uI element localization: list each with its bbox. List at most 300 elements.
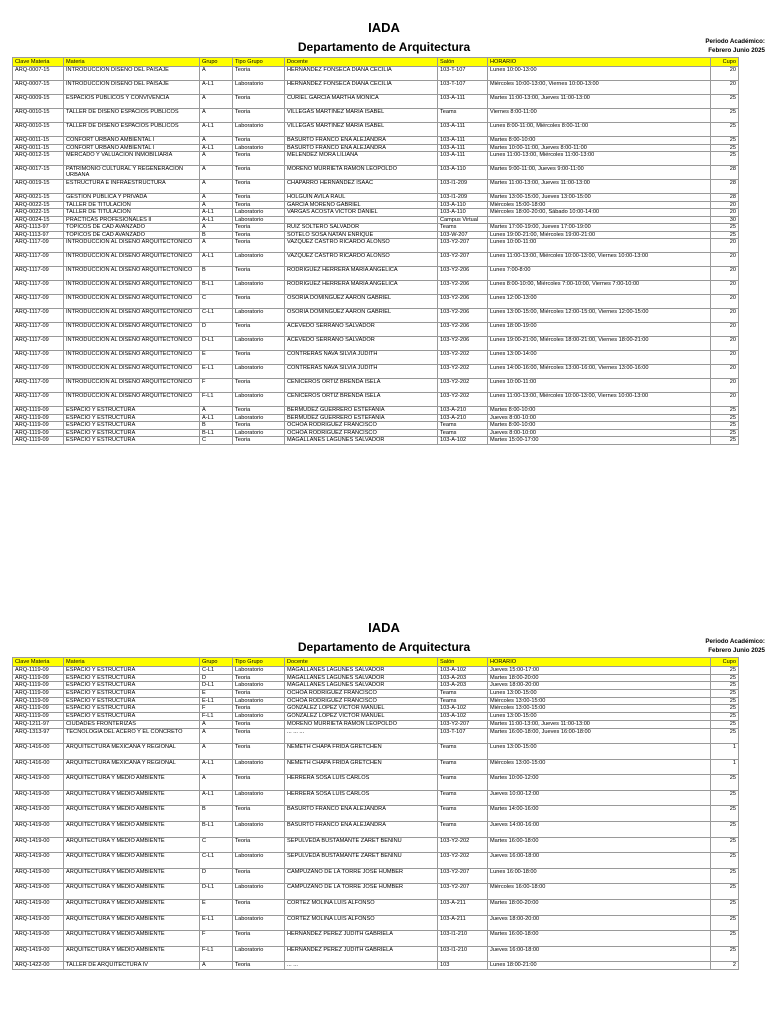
clave-cell: ARQ-1119-09 <box>13 697 64 705</box>
materia-cell: PATRIMONIO CULTURAL Y REGENERACION URBANA <box>64 166 200 180</box>
table-row <box>13 152 739 166</box>
column-header: Docente <box>285 658 438 667</box>
grupo-cell: C <box>200 837 233 853</box>
grupo-cell: B <box>200 267 233 281</box>
cupo-cell: 25 <box>711 790 739 806</box>
table-row <box>13 201 739 209</box>
clave-cell: ARQ-1119-09 <box>13 429 64 437</box>
horario-cell: Miércoles 13:00-15:00 <box>488 697 711 705</box>
tipo-cell: Teoria <box>233 868 285 884</box>
horario-cell: Martes 16:00-18:00 <box>488 837 711 853</box>
grupo-cell: F-L1 <box>200 946 233 962</box>
table-row <box>13 81 739 95</box>
column-header: Salón <box>438 58 488 67</box>
grupo-cell: A-L1 <box>200 216 233 224</box>
cupo-cell: 20 <box>711 267 739 281</box>
docente-cell: MELENDEZ MORA LILIANA <box>285 152 438 166</box>
table-row <box>13 323 739 337</box>
docente-cell: HERNANDEZ FONSECA DIANA CECILIA <box>285 67 438 81</box>
docente-cell: BERMUDEZ GUERRERO ESTEFANIA <box>285 407 438 415</box>
horario-cell: Lunes 19:00-21:00, Miércoles 18:00-21:00, Viernes 18:00-21:00 <box>488 337 711 351</box>
horario-cell: Lunes 19:00-21:00, Miércoles 19:00-21:00 <box>488 231 711 239</box>
clave-cell: ARQ-0019-15 <box>13 180 64 194</box>
docente-cell: VILLEGAS MARTINEZ MARIA ISABEL <box>285 123 438 137</box>
table-row <box>13 209 739 217</box>
cupo-cell: 1 <box>711 744 739 760</box>
grupo-cell: D-L1 <box>200 682 233 690</box>
cupo-cell: 25 <box>711 414 739 422</box>
table-row <box>13 393 739 407</box>
clave-cell: ARQ-1119-09 <box>13 682 64 690</box>
table-row <box>13 216 739 224</box>
tipo-cell: Laboratorio <box>233 144 285 152</box>
clave-cell: ARQ-1117-09 <box>13 267 64 281</box>
horario-cell: Jueves 16:00-18:00 <box>488 853 711 869</box>
cupo-cell: 20 <box>711 351 739 365</box>
docente-cell: CORTEZ MOLINA LUIS ALFONSO <box>285 900 438 916</box>
docente-cell: RODRIGUEZ HERRERA MARIA ANGELICA <box>285 267 438 281</box>
grupo-cell: D <box>200 674 233 682</box>
table-row <box>13 194 739 202</box>
clave-cell: ARQ-1419-00 <box>13 775 64 791</box>
horario-cell: Miércoles 13:00-15:00 <box>488 759 711 775</box>
docente-cell: ACEVEDO SERRANO SALVADOR <box>285 337 438 351</box>
salon-cell: 103-W-207 <box>438 231 488 239</box>
table-row <box>13 95 739 109</box>
table-header-row <box>13 658 739 667</box>
docente-cell: HERNANDEZ FONSECA DIANA CECILIA <box>285 81 438 95</box>
salon-cell: 103-Y2-206 <box>438 281 488 295</box>
clave-cell: ARQ-1419-00 <box>13 931 64 947</box>
cupo-cell: 25 <box>711 123 739 137</box>
salon-cell: 103-A-111 <box>438 137 488 145</box>
cupo-cell: 25 <box>711 407 739 415</box>
clave-cell: ARQ-1117-09 <box>13 309 64 323</box>
cupo-cell: 20 <box>711 393 739 407</box>
materia-cell: TOPICOS DE CAD AVANZADO <box>64 224 200 232</box>
docente-cell: NEMETH CHAPA FRIDA GRETCHEN <box>285 744 438 760</box>
grupo-cell: A <box>200 95 233 109</box>
materia-cell: ESPACIO Y ESTRUCTURA <box>64 690 200 698</box>
table-row <box>13 437 739 445</box>
salon-cell: 103-A-210 <box>438 407 488 415</box>
grupo-cell: A <box>200 728 233 744</box>
cupo-cell: 25 <box>711 437 739 445</box>
table-row <box>13 309 739 323</box>
tipo-cell: Teoria <box>233 224 285 232</box>
table-row <box>13 931 739 947</box>
materia-cell: ARQUITECTURA Y MEDIO AMBIENTE <box>64 931 200 947</box>
docente-cell: OSORIA DOMINGUEZ AARON GABRIEL <box>285 295 438 309</box>
materia-cell: ARQUITECTURA Y MEDIO AMBIENTE <box>64 853 200 869</box>
clave-cell: ARQ-1419-00 <box>13 900 64 916</box>
cupo-cell: 25 <box>711 667 739 675</box>
tipo-cell: Teoria <box>233 674 285 682</box>
horario-cell: Viernes 8:00-11:00 <box>488 109 711 123</box>
cupo-cell: 25 <box>711 728 739 744</box>
grupo-cell: E-L1 <box>200 915 233 931</box>
docente-cell: VARGAS ACOSTA VICTOR DANIEL <box>285 209 438 217</box>
grupo-cell: A <box>200 109 233 123</box>
materia-cell: TALLER DE DISEÑO ESPACIOS PUBLICOS <box>64 109 200 123</box>
horario-cell: Martes 16:00-18:00, Jueves 16:00-18:00 <box>488 728 711 744</box>
tipo-cell: Laboratorio <box>233 209 285 217</box>
grupo-cell: C <box>200 437 233 445</box>
cupo-cell: 25 <box>711 224 739 232</box>
grupo-cell: A <box>200 137 233 145</box>
grupo-cell: E-L1 <box>200 697 233 705</box>
period-value: Febrero Junio 2025 <box>708 47 765 54</box>
materia-cell: INTRODUCCION AL DISEÑO ARQUITECTONICO <box>64 239 200 253</box>
docente-cell: BASURTO FRANCO ENA ALEJANDRA <box>285 822 438 838</box>
materia-cell: TOPICOS DE CAD AVANZADO <box>64 231 200 239</box>
tipo-cell: Laboratorio <box>233 365 285 379</box>
clave-cell: ARQ-1117-09 <box>13 295 64 309</box>
materia-cell: ESPACIO Y ESTRUCTURA <box>64 682 200 690</box>
table-row <box>13 682 739 690</box>
grupo-cell: A-L1 <box>200 759 233 775</box>
docente-cell: HOLGUIN AVILA RAUL <box>285 194 438 202</box>
docente-cell: OCHOA RODRIGUEZ FRANCISCO <box>285 429 438 437</box>
clave-cell: ARQ-1211-97 <box>13 720 64 728</box>
clave-cell: ARQ-1419-00 <box>13 853 64 869</box>
docente-cell: ... ... <box>285 962 438 970</box>
salon-cell: 103 <box>438 962 488 970</box>
clave-cell: ARQ-1117-09 <box>13 239 64 253</box>
tipo-cell: Laboratorio <box>233 790 285 806</box>
cupo-cell: 20 <box>711 67 739 81</box>
table-row <box>13 429 739 437</box>
materia-cell: ARQUITECTURA Y MEDIO AMBIENTE <box>64 915 200 931</box>
horario-cell: Miércoles 13:00-15:00 <box>488 705 711 713</box>
tipo-cell: Laboratorio <box>233 853 285 869</box>
salon-cell: 103-T-107 <box>438 728 488 744</box>
grupo-cell: A-L1 <box>200 81 233 95</box>
cupo-cell: 28 <box>711 166 739 180</box>
docente-cell: MORENO MURRIETA RAMON LEOPOLDO <box>285 720 438 728</box>
clave-cell: ARQ-1117-09 <box>13 281 64 295</box>
table-row <box>13 790 739 806</box>
clave-cell: ARQ-1419-00 <box>13 868 64 884</box>
tipo-cell: Teoria <box>233 437 285 445</box>
table-row <box>13 109 739 123</box>
clave-cell: ARQ-1416-00 <box>13 759 64 775</box>
cupo-cell: 20 <box>711 309 739 323</box>
docente-cell: CORTEZ MOLINA LUIS ALFONSO <box>285 915 438 931</box>
grupo-cell: B <box>200 422 233 430</box>
docente-cell: CHAPARRO HERNANDEZ ISAAC <box>285 180 438 194</box>
tipo-cell: Laboratorio <box>233 884 285 900</box>
horario-cell: Lunes 11:00-13:00, Miércoles 11:00-13:00 <box>488 152 711 166</box>
clave-cell: ARQ-1419-00 <box>13 884 64 900</box>
table-row <box>13 720 739 728</box>
table-row <box>13 123 739 137</box>
clave-cell: ARQ-0024-15 <box>13 216 64 224</box>
horario-cell: Lunes 13:00-15:00, Miércoles 12:00-15:00, Viernes 12:00-15:00 <box>488 309 711 323</box>
table-row <box>13 267 739 281</box>
cupo-cell: 25 <box>711 95 739 109</box>
materia-cell: MERCADO Y VALUACION INMOBILIARIA <box>64 152 200 166</box>
clave-cell: ARQ-1419-00 <box>13 915 64 931</box>
salon-cell: Teams <box>438 759 488 775</box>
grupo-cell: A-L1 <box>200 123 233 137</box>
clave-cell: ARQ-0007-15 <box>13 81 64 95</box>
tipo-cell: Teoria <box>233 194 285 202</box>
cupo-cell: 25 <box>711 713 739 721</box>
materia-cell: INTRODUCCION AL DISEÑO ARQUITECTONICO <box>64 393 200 407</box>
tipo-cell: Laboratorio <box>233 682 285 690</box>
materia-cell: ARQUITECTURA Y MEDIO AMBIENTE <box>64 900 200 916</box>
table-row <box>13 365 739 379</box>
clave-cell: ARQ-0009-15 <box>13 95 64 109</box>
column-header: Materia <box>64 58 200 67</box>
clave-cell: ARQ-1117-09 <box>13 365 64 379</box>
grupo-cell: F-L1 <box>200 713 233 721</box>
salon-cell: 103-A-111 <box>438 95 488 109</box>
clave-cell: ARQ-1119-09 <box>13 422 64 430</box>
clave-cell: ARQ-1119-09 <box>13 690 64 698</box>
docente-cell: SEPULVEDA BUSTAMANTE ZARET BENINU <box>285 853 438 869</box>
column-header: Grupo <box>200 658 233 667</box>
docente-cell: CAMPUZANO DE LA TORRE JOSE HUMBER <box>285 868 438 884</box>
materia-cell: ARQUITECTURA Y MEDIO AMBIENTE <box>64 837 200 853</box>
materia-cell: ESPACIO Y ESTRUCTURA <box>64 667 200 675</box>
horario-cell: Martes 11:00-13:00, Jueves 11:00-13:00 <box>488 720 711 728</box>
clave-cell: ARQ-1419-00 <box>13 790 64 806</box>
cupo-cell: 25 <box>711 822 739 838</box>
horario-cell: Lunes 11:00-13:00, Miércoles 10:00-13:00, Viernes 10:00-13:00 <box>488 393 711 407</box>
cupo-cell: 25 <box>711 837 739 853</box>
docente-cell: HERNANDEZ PEREZ JUDITH GABRIELA <box>285 946 438 962</box>
horario-cell: Martes 14:00-16:00 <box>488 806 711 822</box>
table-row <box>13 728 739 744</box>
clave-cell: ARQ-1117-09 <box>13 393 64 407</box>
clave-cell: ARQ-1119-09 <box>13 414 64 422</box>
clave-cell: ARQ-1119-09 <box>13 407 64 415</box>
grupo-cell: B-L1 <box>200 822 233 838</box>
column-header: Grupo <box>200 58 233 67</box>
cupo-cell: 30 <box>711 216 739 224</box>
column-header: Tipo Grupo <box>233 658 285 667</box>
grupo-cell: C-L1 <box>200 853 233 869</box>
grupo-cell: A-L1 <box>200 209 233 217</box>
horario-cell: Miércoles 15:00-18:00 <box>488 201 711 209</box>
salon-cell: 103-T-107 <box>438 67 488 81</box>
docente-cell: SEPULVEDA BUSTAMANTE ZARET BENINU <box>285 837 438 853</box>
department-title: Departamento de Arquitectura <box>297 40 471 54</box>
table-row <box>13 705 739 713</box>
grupo-cell: A <box>200 239 233 253</box>
tipo-cell: Teoria <box>233 67 285 81</box>
cupo-cell: 2 <box>711 962 739 970</box>
salon-cell: 103-I1-210 <box>438 946 488 962</box>
column-header: HORARIO <box>488 58 711 67</box>
horario-cell: Lunes 13:00-14:00 <box>488 351 711 365</box>
docente-cell: OSORIA DOMINGUEZ AARON GABRIEL <box>285 309 438 323</box>
cupo-cell: 20 <box>711 365 739 379</box>
grupo-cell: A <box>200 194 233 202</box>
table-row <box>13 337 739 351</box>
cupo-cell: 25 <box>711 109 739 123</box>
cupo-cell: 20 <box>711 81 739 95</box>
clave-cell: ARQ-0010-15 <box>13 123 64 137</box>
materia-cell: ESPACIO Y ESTRUCTURA <box>64 422 200 430</box>
materia-cell: INTRODUCCION AL DISEÑO ARQUITECTONICO <box>64 379 200 393</box>
grupo-cell: A <box>200 67 233 81</box>
docente-cell: OCHOA RODRIGUEZ FRANCISCO <box>285 422 438 430</box>
tipo-cell: Teoria <box>233 407 285 415</box>
materia-cell: ARQUITECTURA Y MEDIO AMBIENTE <box>64 790 200 806</box>
salon-cell: 103-Y2-207 <box>438 884 488 900</box>
materia-cell: INTRODUCCION AL DISEÑO ARQUITECTONICO <box>64 337 200 351</box>
salon-cell: Teams <box>438 422 488 430</box>
docente-cell: MAGALLANES LAGUNES SALVADOR <box>285 674 438 682</box>
clave-cell: ARQ-1117-09 <box>13 351 64 365</box>
materia-cell: CONFORT URBANO AMBIENTAL I <box>64 144 200 152</box>
tipo-cell: Teoria <box>233 900 285 916</box>
table-row <box>13 697 739 705</box>
materia-cell: ARQUITECTURA Y MEDIO AMBIENTE <box>64 884 200 900</box>
salon-cell: 103-Y2-206 <box>438 267 488 281</box>
grupo-cell: B-L1 <box>200 281 233 295</box>
grupo-cell: F <box>200 379 233 393</box>
salon-cell: 103-I1-209 <box>438 194 488 202</box>
cupo-cell: 25 <box>711 868 739 884</box>
horario-cell: Lunes 14:00-16:00, Miércoles 13:00-16:00, Viernes 13:00-16:00 <box>488 365 711 379</box>
tipo-cell: Laboratorio <box>233 81 285 95</box>
clave-cell: ARQ-1113-97 <box>13 224 64 232</box>
clave-cell: ARQ-1119-09 <box>13 437 64 445</box>
salon-cell: Teams <box>438 109 488 123</box>
grupo-cell: E <box>200 690 233 698</box>
tipo-cell: Teoria <box>233 806 285 822</box>
table-row <box>13 822 739 838</box>
grupo-cell: B-L1 <box>200 429 233 437</box>
cupo-cell: 28 <box>711 194 739 202</box>
cupo-cell: 25 <box>711 144 739 152</box>
docente-cell: ... ... ... <box>285 728 438 744</box>
clave-cell: ARQ-1117-09 <box>13 337 64 351</box>
tipo-cell: Teoria <box>233 728 285 744</box>
horario-cell: Jueves 16:00-18:00 <box>488 946 711 962</box>
salon-cell: 103-A-110 <box>438 166 488 180</box>
salon-cell: Teams <box>438 744 488 760</box>
docente-cell: MAGALLANES LAGUNES SALVADOR <box>285 682 438 690</box>
table-row <box>13 166 739 180</box>
horario-cell: Lunes 10:00-11:00 <box>488 239 711 253</box>
grupo-cell: C-L1 <box>200 667 233 675</box>
grupo-cell: D-L1 <box>200 337 233 351</box>
salon-cell: 103-A-211 <box>438 915 488 931</box>
cupo-cell: 20 <box>711 281 739 295</box>
cupo-cell: 25 <box>711 705 739 713</box>
table-row <box>13 713 739 721</box>
docente-cell: NEMETH CHAPA FRIDA GRETCHEN <box>285 759 438 775</box>
docente-cell: CAMPUZANO DE LA TORRE JOSE HUMBER <box>285 884 438 900</box>
tipo-cell: Laboratorio <box>233 309 285 323</box>
grupo-cell: A <box>200 407 233 415</box>
grupo-cell: A <box>200 744 233 760</box>
materia-cell: ESPACIOS PUBLICOS Y CONVIVENCIA <box>64 95 200 109</box>
grupo-cell: F <box>200 931 233 947</box>
horario-cell: Jueves 8:00-10:00 <box>488 414 711 422</box>
clave-cell: ARQ-1117-09 <box>13 379 64 393</box>
cupo-cell: 25 <box>711 422 739 430</box>
grupo-cell: D <box>200 323 233 337</box>
horario-cell: Martes 11:00-13:00, Jueves 11:00-13:00 <box>488 180 711 194</box>
docente-cell: ACEVEDO SERRANO SALVADOR <box>285 323 438 337</box>
salon-cell: Teams <box>438 822 488 838</box>
column-header: Cupo <box>711 658 739 667</box>
table-row <box>13 915 739 931</box>
cupo-cell: 20 <box>711 209 739 217</box>
table-row <box>13 690 739 698</box>
schedule-table <box>12 57 739 445</box>
clave-cell: ARQ-1119-09 <box>13 674 64 682</box>
salon-cell: 103-A-102 <box>438 713 488 721</box>
horario-cell: Martes 15:00-17:00 <box>488 437 711 445</box>
cupo-cell: 25 <box>711 884 739 900</box>
horario-cell: Miércoles 10:00-13:00, Viernes 10:00-13:00 <box>488 81 711 95</box>
academic-period <box>705 637 765 655</box>
salon-cell: 103-A-111 <box>438 152 488 166</box>
table-row <box>13 806 739 822</box>
tipo-cell: Laboratorio <box>233 393 285 407</box>
grupo-cell: F-L1 <box>200 393 233 407</box>
grupo-cell: A <box>200 962 233 970</box>
materia-cell: ESTRUCTURA E INFRAESTRUCTURA <box>64 180 200 194</box>
salon-cell: Teams <box>438 775 488 791</box>
table-row <box>13 837 739 853</box>
column-header: Docente <box>285 58 438 67</box>
materia-cell: CONFORT URBANO AMBIENTAL I <box>64 137 200 145</box>
grupo-cell: A <box>200 166 233 180</box>
table-row <box>13 224 739 232</box>
salon-cell: 103-A-110 <box>438 209 488 217</box>
salon-cell: 103-Y2-202 <box>438 351 488 365</box>
column-header: Clave Materia <box>13 58 64 67</box>
table-row <box>13 667 739 675</box>
table-row <box>13 281 739 295</box>
horario-cell: Martes 13:00-15:00, Jueves 13:00-15:00 <box>488 194 711 202</box>
tipo-cell: Laboratorio <box>233 667 285 675</box>
table-row <box>13 379 739 393</box>
clave-cell: ARQ-1117-09 <box>13 323 64 337</box>
salon-cell: 103-Y2-207 <box>438 720 488 728</box>
salon-cell: Teams <box>438 690 488 698</box>
salon-cell: 103-A-111 <box>438 144 488 152</box>
clave-cell: ARQ-0017-15 <box>13 166 64 180</box>
horario-cell: Jueves 18:00-20:00 <box>488 682 711 690</box>
materia-cell: ARQUITECTURA Y MEDIO AMBIENTE <box>64 775 200 791</box>
materia-cell: ESPACIO Y ESTRUCTURA <box>64 414 200 422</box>
academic-period <box>705 37 765 55</box>
table-row <box>13 946 739 962</box>
docente-cell: RUIZ SOLTERO SALVADOR <box>285 224 438 232</box>
horario-cell: Miércoles 18:00-20:00, Sábado 10:00-14:00 <box>488 209 711 217</box>
table-row <box>13 884 739 900</box>
clave-cell: ARQ-1117-09 <box>13 253 64 267</box>
tipo-cell: Teoria <box>233 95 285 109</box>
materia-cell: ARQUITECTURA Y MEDIO AMBIENTE <box>64 946 200 962</box>
materia-cell: ESPACIO Y ESTRUCTURA <box>64 437 200 445</box>
grupo-cell: C-L1 <box>200 309 233 323</box>
table-row <box>13 351 739 365</box>
grupo-cell: F <box>200 705 233 713</box>
salon-cell: 103-A-203 <box>438 682 488 690</box>
column-header: Cupo <box>711 58 739 67</box>
tipo-cell: Laboratorio <box>233 946 285 962</box>
